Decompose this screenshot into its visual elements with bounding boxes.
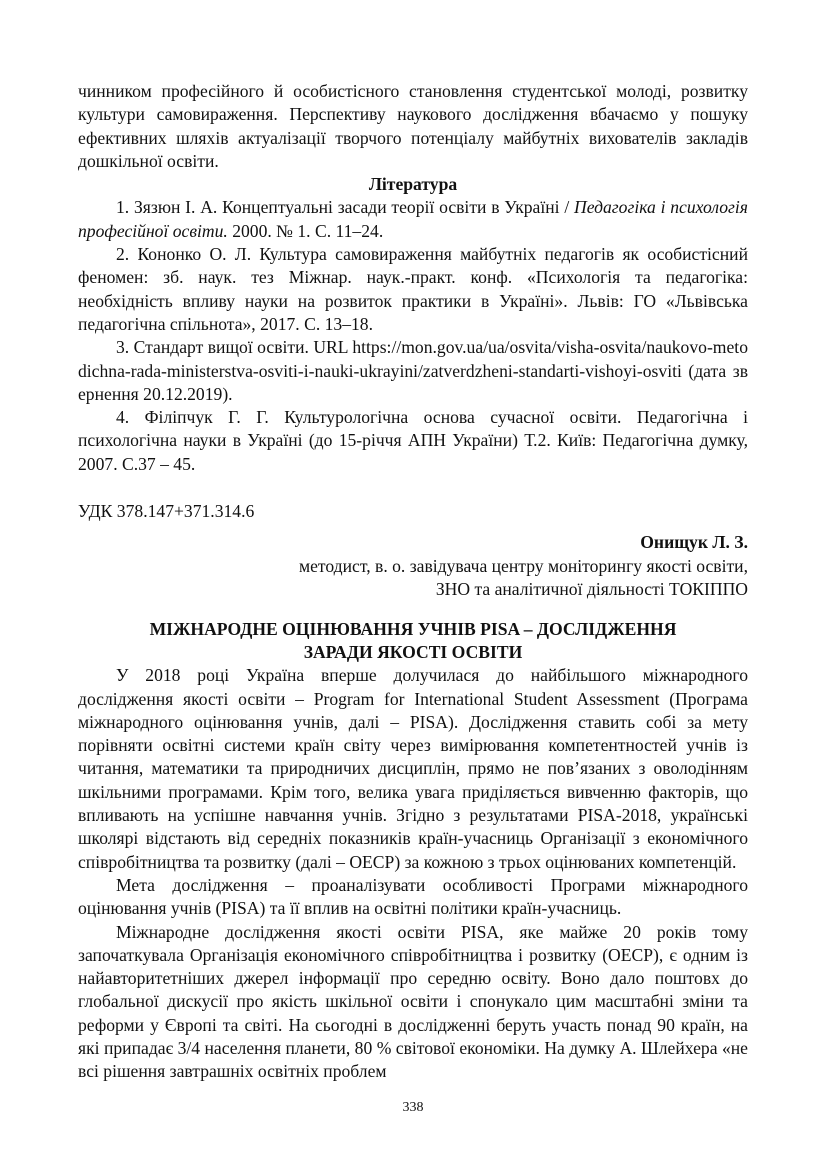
reference-1-details: 2000. № 1. С. 11–24. — [227, 220, 384, 241]
reference-1-authors: 1. Зязюн І. А. Концептуальні засади теорії освіти в Україні / — [116, 197, 575, 218]
author-affiliation-line2: ЗНО та аналітичної діяльності ТОКІППО — [435, 578, 748, 599]
author-name: Онищук Л. З. — [640, 532, 748, 553]
body-paragraph-2: Мета дослідження – проаналізувати особливості Програми міжнародного оцінювання учнів (PISA) та її вплив на освітні політики країн-учасниць. — [78, 874, 748, 919]
page-content — [78, 80, 748, 1084]
intro-paragraph: чинником професійного й особистісного становлення студентської молоді, розвитку культури самовираження. Перспективу наукового дослідження вбачаємо у пошуку ефективних шляхів актуалізації творчого потенціалу майбутніх вихователів закладів дошкільної освіти. — [78, 81, 748, 171]
article-title-line1: МІЖНАРОДНЕ ОЦІНЮВАННЯ УЧНІВ PISA – ДОСЛІДЖЕННЯ — [149, 619, 677, 640]
reference-item-4: 4. Філіпчук Г. Г. Культурологічна основа сучасної освіти. Педагогічна і психологічна науки в Україні (до 15-річчя АПН України) Т.2. Київ: Педагогічна думку, 2007. С.37 – 45. — [78, 407, 748, 474]
references-heading: Література — [368, 174, 458, 195]
reference-item-1 — [78, 196, 748, 243]
reference-item-3: 3. Стандарт вищої освіти. URL https://mon.gov.ua/ua/osvita/visha-osvita/naukovo-metodichna-rada-ministerstva-osviti-i-nauki-ukrayini/zatverdzheni-standarti-vishoyi-osviti (дата звернення 20.12.2019). — [78, 337, 748, 404]
article-title — [78, 618, 748, 664]
body-paragraph-1: У 2018 році Україна вперше долучилася до найбільшого міжнародного дослідження якості освіти – Program for International Student Assessment (Програма міжнародного оцінювання учнів, далі – PISA). Дослідження ставить собі за мету порівняти освітні системи країн світу через вимірювання компетентностей учнів із читання, математики та природничих дисциплін, прямо не пов’язаних з оволодінням шкільними програмами. Крім того, велика увага приділяється вивченню факторів, що впливають на успішне навчання учнів. Згідно з результатами PISA-2018, українські школярі відстають від середніх показників країн-учасниць Організації з економічного співробітництва та розвитку (далі – OECP) за кожною з трьох оцінюваних компетенцій. — [78, 665, 748, 872]
udk-code: УДК 378.147+371.314.6 — [78, 501, 255, 522]
page-number: 338 — [402, 1100, 424, 1115]
article-title-line2: ЗАРАДИ ЯКОСТІ ОСВІТИ — [303, 642, 523, 663]
body-paragraph-3: Міжнародне дослідження якості освіти PISA, яке майже 20 років тому започаткувала Організація економічного співробітництва і розвитку (OECP), є одним із найавторитетніших джерел інформації про середню освіту. Воно дало поштовх до глобальної дискусії про якість шкільної освіти і спонукало цим масштабні зміни та реформи у Європі та світі. На сьогодні в дослідженні беруть участь понад 90 країн, на які припадає 3/4 населення планети, 80 % світової економіки. На думку А. Шлейхера «не всі рішення завтрашніх освітніх проблем — [78, 921, 748, 1082]
reference-1-journal: Педагогіка і психологія професійної освіти. — [78, 197, 748, 241]
author-affiliation-line1: методист, в. о. завідувача центру моніторингу якості освіти, — [298, 555, 748, 576]
reference-item-2: 2. Кононко О. Л. Культура самовираження майбутніх педагогів як особистісний феномен: зб. наук. тез Міжнар. наук.-практ. конф. «Психологія та педагогіка: необхідність впливу науки на розвиток практики в Україні». Львів: ГО «Львівська педагогічна спільнота», 2017. С. 13–18. — [78, 244, 748, 334]
